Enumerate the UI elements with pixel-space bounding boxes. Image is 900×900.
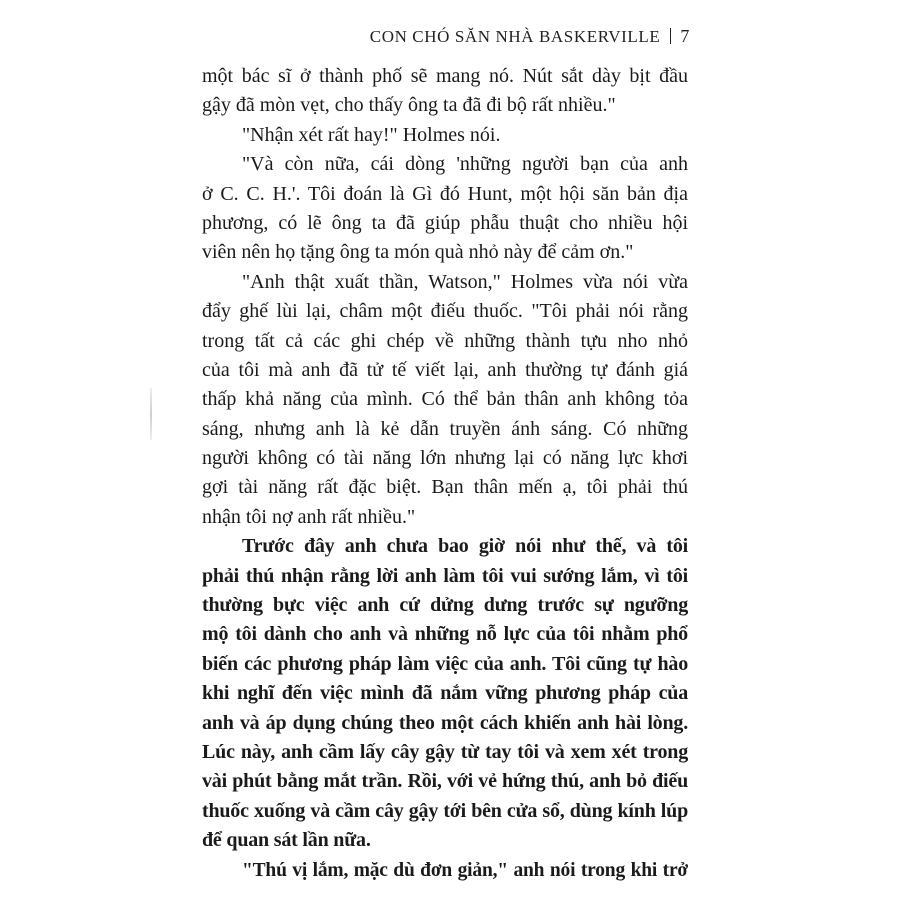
text-line: Trước đây anh chưa bao giờ nói như thế, và tôi — [242, 535, 688, 558]
text-line: gậy đã mòn vẹt, cho thấy ông ta đã đi bộ rất nhiều." — [202, 94, 616, 117]
text-line: để quan sát lần nữa. — [202, 829, 371, 852]
text-line: "Thú vị lắm, mặc dù đơn giản," anh nói trong khi trở — [242, 859, 688, 881]
text-line: thấp khả năng của mình. Có thể bản thân anh không tỏa — [202, 388, 688, 411]
text-line: ở C. C. H.'. Tôi đoán là Gì đó Hunt, một hội săn bản địa — [202, 182, 688, 205]
text-line: Lúc này, anh cầm lấy cây gậy từ tay tôi và xem xét trong — [202, 740, 688, 763]
text-line: "Anh thật xuất thần, Watson," Holmes vừa nói vừa — [242, 270, 688, 293]
text-line: trong tất cả các ghi chép về những thành tựu nho nhỏ — [202, 329, 688, 352]
running-head — [370, 26, 690, 47]
running-head-title: CON CHÓ SĂN NHÀ BASKERVILLE — [369, 27, 661, 46]
text-line: "Và còn nữa, cái dòng 'những người bạn của anh — [242, 153, 688, 176]
text-line: mộ tôi dành cho anh và những nỗ lực của tôi nhằm phổ — [202, 623, 688, 646]
text-line: sáng, nhưng anh là kẻ dẫn truyền ánh sáng. Có những — [202, 417, 688, 440]
scan-mark — [150, 388, 152, 440]
text-line: "Nhận xét rất hay!" Holmes nói. — [242, 123, 501, 146]
text-line: biến các phương pháp làm việc của anh. Tôi cũng tự hào — [202, 652, 688, 675]
text-line: anh và áp dụng chúng theo một cách khiến anh hài lòng. — [202, 711, 688, 734]
body-text — [202, 62, 688, 885]
text-line: gợi tài năng rất đặc biệt. Bạn thân mến ạ, tôi phải thú — [202, 476, 688, 499]
text-line: của tôi mà anh đã tử tế viết lại, anh thường tự đánh giá — [202, 358, 688, 381]
text-line: một bác sĩ ở thành phố sẽ mang nó. Nút sắt dày bịt đầu — [202, 65, 688, 87]
text-line: viên nên họ tặng ông ta món quà nhỏ này để cảm ơn." — [202, 241, 634, 264]
text-line: thường bực việc anh cứ dửng dưng trước sự ngưỡng — [202, 594, 688, 617]
running-head-separator — [670, 28, 671, 44]
text-line: người không có tài năng lớn nhưng lại có năng lực khơi — [202, 447, 688, 470]
text-line: phương, có lẽ ông ta đã giúp phẫu thuật cho nhiều hội — [202, 211, 688, 234]
text-line: đẩy ghế lùi lại, châm một điếu thuốc. "Tôi phải nói rằng — [202, 300, 688, 323]
text-line: thuốc xuống và cầm cây gậy tới bên cửa sổ, dùng kính lúp — [202, 799, 688, 822]
text-line: nhận tôi nợ anh rất nhiều." — [202, 505, 416, 528]
text-line: khi nghĩ đến việc mình đã nắm vững phương pháp của — [202, 682, 688, 705]
text-line: vài phút bằng mắt trần. Rồi, với vẻ hứng thú, anh bỏ điếu — [202, 770, 688, 793]
text-line: phải thú nhận rằng lời anh làm tôi vui sướng lắm, vì tôi — [202, 564, 688, 587]
page-number: 7 — [680, 26, 690, 46]
